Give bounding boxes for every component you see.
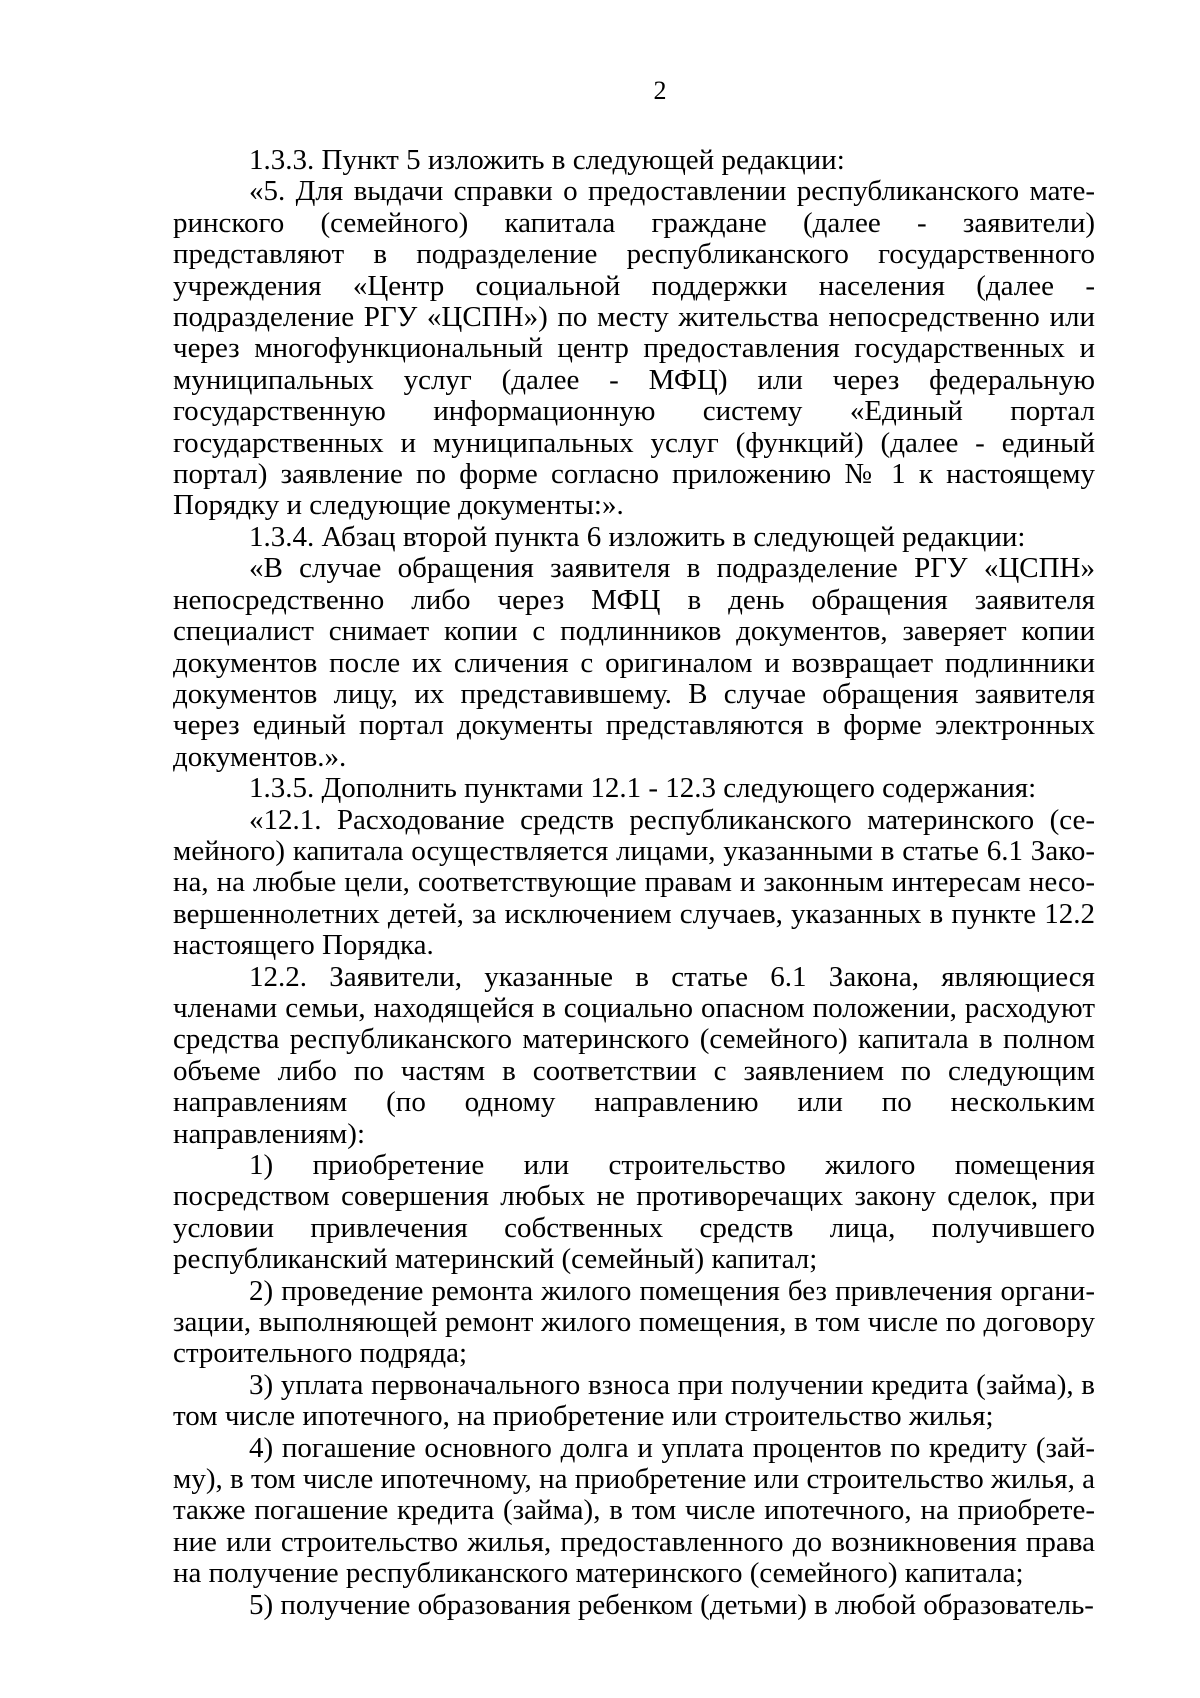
paragraph-12-1: «12.1. Расходование средств республиканского материнского (семейного) капитала осуществляется лицами, указанными в статье 6.1 Закона, на любые цели, соответствующие правам и законным интересам несовершеннолетних детей, за исключением случаев, указанных в пункте 12.2 настоящего Порядка. xyxy=(173,803,1095,962)
paragraph-item-6-text: «В случае обращения заявителя в подразделение РГУ «ЦСПН» непосредственно либо через МФЦ в день обращения заявителя специалист снимает копии с подлинников документов, заверяет копии документов после их сличения с оригиналом и возвращает подлинники документов лицу, их представившему. В случае обращения заявителя через единый портал документы представляются в форме электронных документов.». xyxy=(173,552,1095,773)
document-body xyxy=(173,145,1095,1621)
page-number: 2 xyxy=(653,76,667,105)
paragraph-1-3-5: 1.3.5. Дополнить пунктами 12.1 - 12.3 следующего содержания: xyxy=(249,772,1037,805)
paragraph-item-5-text: «5. Для выдачи справки о предоставлении республиканского материнского (семейного) капитала граждане (далее - заявители) представляют в подразделение республиканского государственного учреждения «Центр социальной поддержки населения (далее - подразделение РГУ «ЦСПН») по месту жительства непосредственно или через многофункциональный центр предоставления государственных и муниципальных услуг (далее - МФЦ) или через федеральную государственную информационную систему «Единый портал государственных и муниципальных услуг (функций) (далее - единый портал) заявление по форме согласно приложению № 1 к настоящему Порядку и следующие документы:». xyxy=(173,175,1095,522)
paragraph-1-3-3: 1.3.3. Пункт 5 изложить в следующей редакции: xyxy=(249,144,845,176)
list-item-2: 2) проведение ремонта жилого помещения без привлечения организации, выполняющей ремонт жилого помещения, в том числе по договору строительного подряда; xyxy=(173,1274,1095,1370)
paragraph-12-2: 12.2. Заявители, указанные в статье 6.1 Закона, являющиеся членами семьи, находящейся в социально опасном положении, расходуют средства республиканского материнского (семейного) капитала в полном объеме либо по частям в соответствии с заявлением по следующим направлениям (по одному направлению или по нескольким направлениям): xyxy=(173,960,1095,1150)
list-item-1: 1) приобретение или строительство жилого помещения посредством совершения любых не противоречащих закону сделок, при условии привлечения собственных средств лица, получившего республиканский материнский (семейный) капитал; xyxy=(173,1149,1095,1276)
list-item-5: 5) получение образования ребенком (детьми) в любой образователь- xyxy=(249,1588,1094,1621)
paragraph-1-3-4: 1.3.4. Абзац второй пункта 6 изложить в следующей редакции: xyxy=(249,520,1026,553)
list-item-4: 4) погашение основного долга и уплата процентов по кредиту (займу), в том числе ипотечному, на приобретение или строительство жилья, а также погашение кредита (займа), в том числе ипотечного, на приобретение или строительство жилья, предоставленного до возникновения права на получение республиканского материнского (семейного) капитала; xyxy=(173,1431,1095,1590)
list-item-3: 3) уплата первоначального взноса при получении кредита (займа), в том числе ипотечного, на приобретение или строительство жилья; xyxy=(173,1368,1095,1433)
